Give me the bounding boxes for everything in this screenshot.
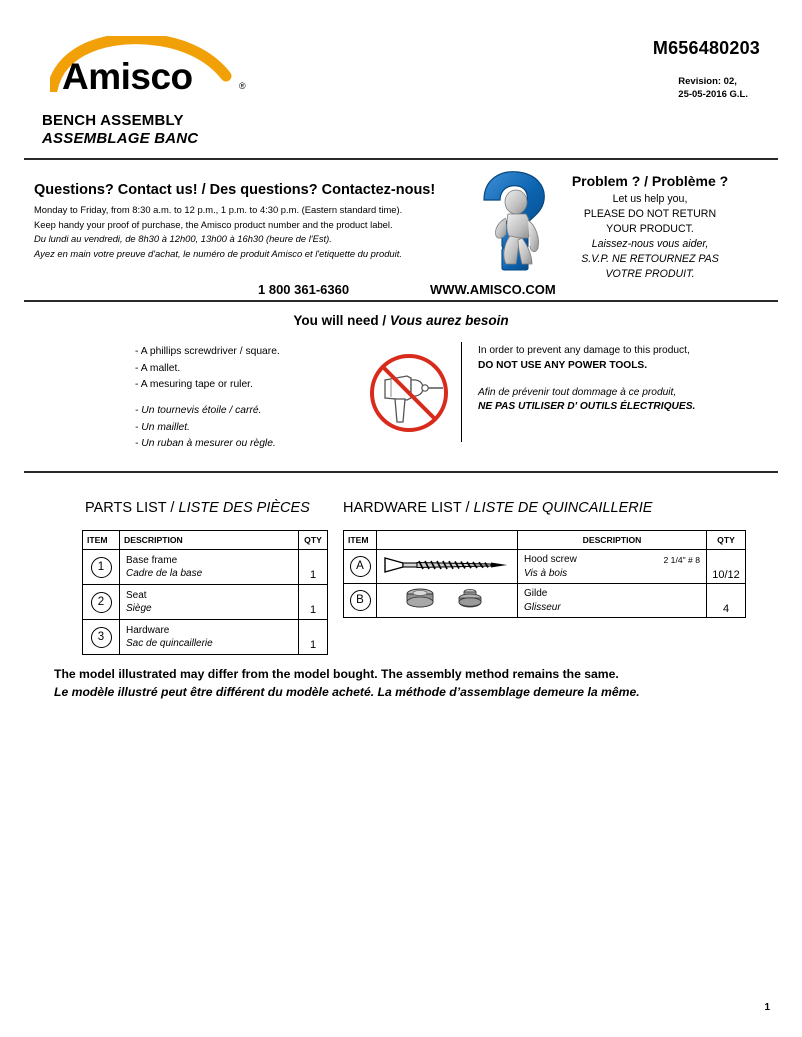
you-will-need-heading [0,313,802,328]
table-row [344,550,746,584]
questions-heading: Questions? Contact us! / Des questions? Contactez-nous! [34,182,436,198]
parts-list-table [82,530,328,655]
questions-proof-fr: Ayez en main votre preuve d'achat, le numéro de produit Amisco et l'etiquette du produit. [34,247,402,259]
hardware-list-title [343,500,652,516]
problem-line-fr-3: VOTRE PRODUIT. [605,268,695,281]
problem-line-fr-1: Laissez-nous vous aider, [591,238,709,251]
hardware-header-qty: QTY [707,531,746,550]
questions-hours-en: Monday to Friday, from 8:30 a.m. to 12 p.m., 1 p.m. to 4:30 p.m. (Eastern standard time). [34,204,403,215]
revision-info [678,76,748,102]
logo-wordmark: Amisco [62,56,193,97]
tool-en-0: - A phillips screwdriver / square. [135,346,280,357]
tool-fr-1: - Un maillet. [135,421,190,433]
hardware-item-letter [344,584,377,618]
contact-website[interactable]: WWW.AMISCO.COM [430,282,556,297]
item-circle-3: 3 [91,627,112,648]
revision-line-2: 25-05-2016 G.L. [678,88,748,100]
hardware-spec: 2 1/4" # 8 [663,555,700,565]
hardware-item-letter [344,550,377,584]
model-disclaimer [54,665,784,701]
disclaimer-fr: Le modèle illustré peut être différent du modèle acheté. La méthode d’assemblage demeure la même. [54,685,640,700]
parts-name-fr: Cadre de la base [126,568,203,579]
parts-name-en: Seat [126,589,147,601]
problem-heading: Problem ? / Problème ? [571,173,729,189]
page-title-fr: ASSEMBLAGE BANC [42,130,199,147]
item-circle-b: B [350,590,371,611]
parts-item-number [83,550,120,585]
questions-body [34,203,454,261]
divider-vertical-tools [461,342,462,442]
parts-list-title-fr: LISTE DES PIÈCES [178,500,310,516]
parts-list-title-en: PARTS LIST [85,500,167,516]
problem-line-en-2: PLEASE DO NOT RETURN [583,208,717,221]
divider-contact [24,300,778,302]
problem-body [540,192,760,282]
hardware-image-cell [377,584,518,618]
amisco-logo [42,36,272,98]
parts-qty: 1 [299,585,328,620]
tool-en-1: - A mallet. [135,362,181,374]
hardware-name-fr: Vis à bois [524,567,568,579]
glide-icon [392,587,502,611]
contact-phone[interactable]: 1 800 361-6360 [258,282,350,297]
warning-spacer [478,374,778,386]
hardware-qty: 4 [707,584,746,618]
tools-list [135,344,280,453]
tools-list-spacer [135,394,280,403]
you-will-need-heading-sep: / [378,313,390,328]
hardware-description [518,584,707,618]
parts-qty: 1 [299,620,328,655]
divider-header [24,158,778,160]
tool-fr-2: - Un ruban à mesurer ou règle. [135,438,276,450]
no-power-tools-icon [365,352,453,434]
warning-en-2: DO NOT USE ANY POWER TOOLS. [478,359,648,371]
hardware-description [518,550,707,584]
hardware-name-en: Hood screw [524,554,577,566]
hardware-list-table [343,530,746,618]
table-row [83,585,328,620]
parts-item-number [83,620,120,655]
disclaimer-en: The model illustrated may differ from the model bought. The assembly method remains the same. [54,667,619,681]
parts-table-header-row [83,531,328,550]
parts-description [120,550,299,585]
parts-item-number [83,585,120,620]
questions-hours-fr: Du lundi au vendredi, de 8h30 à 12h00, 13h00 à 16h30 (heure de l'Est). [34,233,332,245]
hardware-name-fr: Glisseur [524,601,561,613]
you-will-need-heading-fr: Vous aurez besoin [389,313,509,328]
power-tool-warning [478,344,778,415]
parts-list-title-sep: / [166,500,179,516]
page-title-en: BENCH ASSEMBLY [42,112,184,129]
questions-proof-en: Keep handy your proof of purchase, the Amisco product number and the product label. [34,218,393,230]
table-row [83,620,328,655]
hardware-name-en: Gilde [524,588,548,600]
hardware-list-title-fr: LISTE DE QUINCAILLERIE [473,500,653,516]
parts-qty: 1 [299,550,328,585]
warning-fr-2: NE PAS UTILISER D' OUTILS ÉLECTRIQUES. [478,401,696,413]
model-number: M656480203 [652,38,760,58]
revision-line-1: Revision: 02, [678,76,737,87]
parts-header-item: ITEM [83,531,120,550]
parts-name-en: Base frame [126,554,178,566]
problem-line-fr-2: S.V.P. NE RETOURNEZ PAS [581,253,719,266]
you-will-need-heading-en: You will need [293,313,379,328]
item-circle-1: 1 [91,557,112,578]
hardware-header-image [377,531,518,550]
parts-name-fr: Sac de quincaillerie [126,638,213,649]
parts-description [120,585,299,620]
hardware-header-description: DESCRIPTION [518,531,707,550]
item-circle-2: 2 [91,592,112,613]
problem-line-en-1: Let us help you, [612,193,688,205]
parts-header-description: DESCRIPTION [120,531,299,550]
table-row [83,550,328,585]
hardware-list-title-sep: / [461,500,474,516]
parts-name-en: Hardware [126,624,170,636]
tool-fr-0: - Un tournevis étoile / carré. [135,405,262,417]
hardware-list-title-en: HARDWARE LIST [343,500,462,516]
item-circle-a: A [350,556,371,577]
hardware-table-header-row [344,531,746,550]
tool-en-2: - A mesuring tape or ruler. [135,379,253,391]
wood-screw-icon [381,554,513,576]
hardware-header-item: ITEM [344,531,377,550]
parts-header-qty: QTY [299,531,328,550]
warning-fr-1: Afin de prévenir tout dommage à ce produit, [478,386,677,398]
hardware-image-cell [377,550,518,584]
page-number: 1 [764,1002,770,1013]
parts-name-fr: Siège [126,603,152,614]
warning-en-1: In order to prevent any damage to this product, [478,345,690,356]
table-row [344,584,746,618]
divider-lists [24,471,778,473]
hardware-qty: 10/12 [707,550,746,584]
registered-trademark-icon: ® [239,81,246,91]
parts-description [120,620,299,655]
problem-line-en-3: YOUR PRODUCT. [606,223,694,236]
parts-list-title [85,500,310,516]
